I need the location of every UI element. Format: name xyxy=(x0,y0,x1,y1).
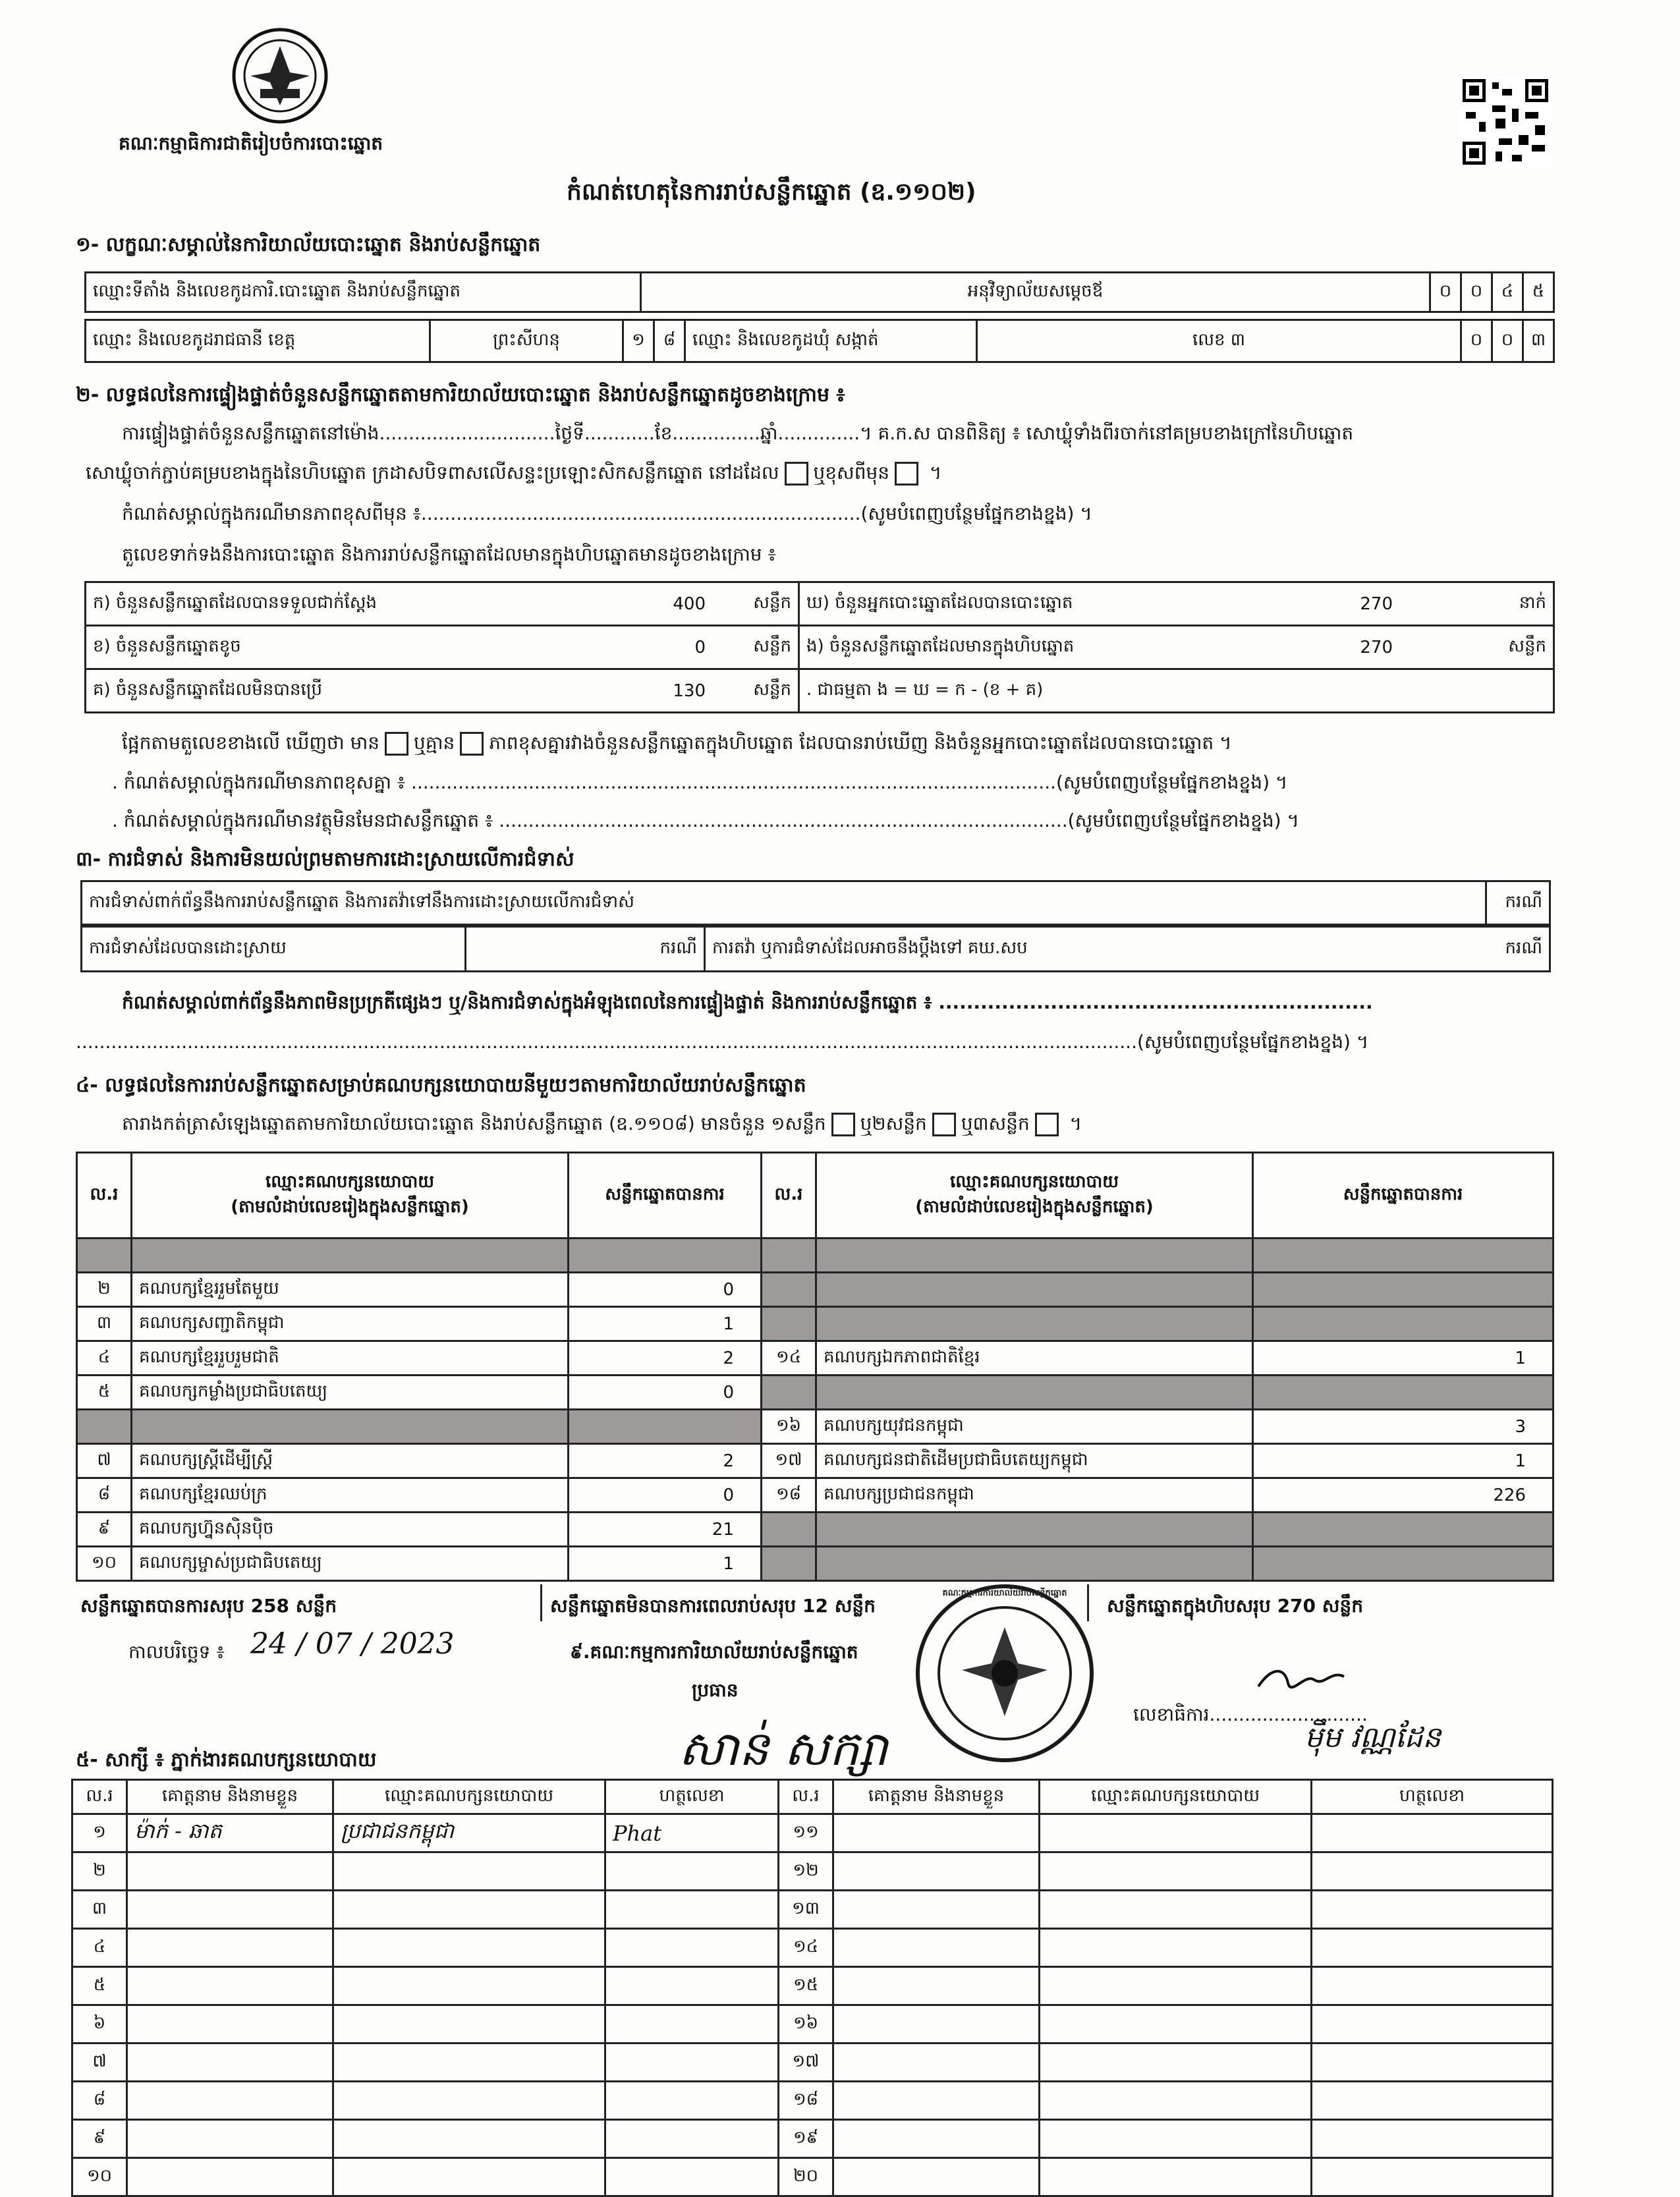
objection-resolution-table xyxy=(80,926,1551,972)
witness-row-name-left xyxy=(127,2158,333,2196)
party-row-no-right xyxy=(762,1238,816,1273)
witness-row xyxy=(72,1814,1553,1852)
col-party-header-line1: ឈ្មោះគណបក្សនយោបាយ xyxy=(266,1171,434,1192)
resolved-objections-label: ការជំទាស់ដែលបានដោះស្រាយ xyxy=(82,927,466,972)
party-row-no-right: ១៨ xyxy=(762,1478,816,1513)
witness-row-no-right: ១៥ xyxy=(779,1967,833,2005)
witness-row-name-left xyxy=(127,1891,333,1929)
party-row-no-right: ១៦ xyxy=(762,1410,816,1444)
witness-row-party-left xyxy=(333,2120,605,2158)
witness-row-party-right xyxy=(1040,1814,1312,1852)
party-row-votes-left: 0 xyxy=(569,1376,762,1410)
verification-line-2-text: សោឃ្លុំចាក់ភ្ជាប់គម្របខាងក្នុងនៃហិបឆ្នោត ក្រដាសបិទពាសលើសន្ទះប្រឡោះសិកសន្លឹកឆ្នោត នៅដដែល xyxy=(86,462,779,484)
party-row-name-right xyxy=(816,1547,1253,1581)
col-no-header-right: ល.រ xyxy=(762,1153,816,1238)
figures-intro-line: តួលេខទាក់ទងនឹងការបោះឆ្នោត និងការរាប់សន្លឹកឆ្នោតដែលមានក្នុងហិបឆ្នោតមានដូចខាងក្រោម ៖ xyxy=(122,543,776,565)
party-row-votes-left xyxy=(569,1410,762,1444)
party-row-name-right: គណបក្សយុវជនកម្ពុជា xyxy=(816,1410,1253,1444)
witness-row-no-right: ១១ xyxy=(779,1814,833,1852)
witness-row xyxy=(72,2005,1553,2044)
witness-row-no-left: ៦ xyxy=(72,2005,127,2044)
witness-col-sign-left: ហត្ថលេខា xyxy=(605,1780,779,1814)
party-row-votes-right xyxy=(1253,1376,1554,1410)
party-row-name-right xyxy=(816,1513,1253,1547)
witness-row-party-left xyxy=(333,1967,605,2005)
qr-code-icon xyxy=(1459,76,1552,168)
witness-row-party-right xyxy=(1040,1891,1312,1929)
party-row-votes-right xyxy=(1253,1513,1554,1547)
appeal-objections-unit: ករណី xyxy=(1180,927,1550,972)
form-title: កំណត់ហេតុនៃការរាប់សន្លឹកឆ្នោត (ឧ.១១០២) xyxy=(567,179,976,206)
party-row xyxy=(77,1410,1554,1444)
party-row-name-left xyxy=(132,1410,569,1444)
spoiled-ballots-label: ខ) ចំនួនសន្លឹកឆ្នោតខូច xyxy=(86,626,601,669)
witness-row-party-right xyxy=(1040,2005,1312,2044)
party-row-no-left: ៩ xyxy=(77,1513,132,1547)
official-stamp xyxy=(912,1581,1097,1766)
total-valid-ballots: សន្លឹកឆ្នោតបានការសរុប 258 សន្លឹក xyxy=(80,1595,337,1617)
commune-code-digit: ០ xyxy=(1492,320,1523,362)
foreign-object-note-line: . កំណត់សម្គាល់ក្នុងករណីមានវត្ថុមិនមែនជាសន្លឹកឆ្នោត ៖ .................................................................................................(សូមបំពេញបន្ថែមផ្នែកខាងខ្នង) ។ xyxy=(112,810,1299,831)
col-party-header-line2: (តាមលំដាប់លេខរៀងក្នុងសន្លឹកឆ្នោត) xyxy=(915,1196,1154,1217)
three-sheet-label: ឬ៣សន្លឹក xyxy=(961,1113,1030,1134)
party-row-votes-left: 0 xyxy=(569,1478,762,1513)
appeal-objections-label: ការតវ៉ា ឬការជំទាស់ដែលអាចនឹងប្តឹងទៅ គឃ.សប xyxy=(705,927,1181,972)
party-row-name-left: គណបក្សខ្មែររួបរួមជាតិ xyxy=(132,1341,569,1376)
witness-row-party-left xyxy=(333,2082,605,2120)
voters-label: ឃ) ចំនួនអ្នកបោះឆ្នោតដែលបានបោះឆ្នោត xyxy=(799,582,1288,626)
province-code-digit: ៨ xyxy=(654,320,685,362)
party-row-name-left: គណបក្សស្ត្រីដើម្បីស្ត្រី xyxy=(132,1444,569,1478)
witness-row-name-right xyxy=(833,1814,1040,1852)
witness-row-no-left: ៩ xyxy=(72,2120,127,2158)
col-party-header-line1: ឈ្មោះគណបក្សនយោបាយ xyxy=(950,1171,1119,1192)
party-results-table xyxy=(76,1152,1554,1582)
ballot-formula: . ជាធម្មតា ង = ឃ = ក - (ខ + គ) xyxy=(799,669,1554,713)
witness-row-name-left xyxy=(127,2082,333,2120)
witness-row-signature-left xyxy=(605,2158,779,2196)
resolved-objections-unit: ករណី xyxy=(466,927,705,972)
witness-row-party-left xyxy=(333,1929,605,1967)
witness-col-party-right: ឈ្មោះគណបក្សនយោបាយ xyxy=(1040,1780,1312,1814)
party-row xyxy=(77,1376,1554,1410)
witness-row-signature-left xyxy=(605,2005,779,2044)
witness-row-signature-right xyxy=(1312,1814,1553,1852)
secretary-signature-scribble xyxy=(1252,1660,1351,1700)
party-row-votes-left: 1 xyxy=(569,1547,762,1581)
changed-option-label: ឬខុសពីមុន xyxy=(813,462,890,484)
party-row-name-left: គណបក្សម្ចាស់ប្រជាធិបតេយ្យ xyxy=(132,1547,569,1581)
party-row-no-right xyxy=(762,1376,816,1410)
commune-code-digit: ៣ xyxy=(1523,320,1554,362)
witness-row-party-right xyxy=(1040,2120,1312,2158)
witness-row-no-right: ១២ xyxy=(779,1852,833,1891)
commune-label: ឈ្មោះ និងលេខកូដឃុំ សង្កាត់ xyxy=(685,320,977,362)
party-row-votes-right: 1 xyxy=(1253,1341,1554,1376)
vote-tally-sheet-line: តារាងកត់ត្រាសំឡេងឆ្នោតតាមការិយាល័យបោះឆ្នោត និងរាប់សន្លឹកឆ្នោត (ឧ.១១០៨) មានចំនួន ១សន្លឹក ឬ២សន្លឹក ឬ៣សន្លឹក ។ xyxy=(122,1112,1082,1139)
discrepancy-text-b: ឬគ្មាន xyxy=(414,732,455,754)
witness-row xyxy=(72,2082,1553,2120)
province-code-digit: ១ xyxy=(623,320,654,362)
witness-row-signature-left xyxy=(605,2120,779,2158)
party-row-name-right xyxy=(816,1307,1253,1341)
party-row-votes-left: 2 xyxy=(569,1444,762,1478)
witness-row xyxy=(72,1929,1553,1967)
party-row-no-right: ១៤ xyxy=(762,1341,816,1376)
witness-row-no-left: ៨ xyxy=(72,2082,127,2120)
location-table xyxy=(84,271,1555,313)
witness-row-no-right: ១៨ xyxy=(779,2082,833,2120)
party-row-no-left: ៤ xyxy=(77,1341,132,1376)
party-row-votes-right xyxy=(1253,1307,1554,1341)
witness-row-signature-left xyxy=(605,1852,779,1891)
witness-row xyxy=(72,2044,1553,2082)
party-row-votes-right xyxy=(1253,1273,1554,1307)
date-label: កាលបរិច្ឆេទ ៖ xyxy=(128,1641,225,1663)
three-sheet-checkbox[interactable] xyxy=(1035,1113,1059,1136)
witness-row-no-left: ១ xyxy=(72,1814,127,1852)
section-3-title: ៣- ការជំទាស់ និងការមិនយល់ព្រមតាមការដោះស្រាយលើការជំទាស់ xyxy=(76,848,574,871)
section-1-title: ១- លក្ខណៈសម្គាល់នៃការិយាល័យបោះឆ្នោត និងរាប់សន្លឹកឆ្នោត xyxy=(76,233,541,256)
province-value: ព្រះសីហនុ xyxy=(430,320,623,362)
col-party-header-line2: (តាមលំដាប់លេខរៀងក្នុងសន្លឹកឆ្នោត) xyxy=(231,1196,469,1217)
date-value: 24 / 07 / 2023 xyxy=(250,1627,455,1661)
witness-row-party-right xyxy=(1040,1852,1312,1891)
party-row-name-left: គណបក្សហ្វ៊ុនស៊ិនប៉ិច xyxy=(132,1513,569,1547)
witness-row-signature-right xyxy=(1312,2158,1553,2196)
discrepancy-line xyxy=(122,731,1232,758)
spoiled-ballots-unit: សន្លឹក xyxy=(712,626,799,669)
witness-row-name-right xyxy=(833,2120,1040,2158)
witness-row-party-right xyxy=(1040,1929,1312,1967)
party-row-no-left: ៣ xyxy=(77,1307,132,1341)
unused-ballots-value: 130 xyxy=(600,669,712,713)
witness-row-signature-right xyxy=(1312,1967,1553,2005)
witness-row-name-right xyxy=(833,1852,1040,1891)
party-row-no-left: ២ xyxy=(77,1273,132,1307)
counting-committee-label: ៩.គណៈកម្មការការិយាល័យរាប់សន្លឹកឆ្នោត xyxy=(570,1641,858,1663)
col-votes-header-right: សន្លឹកឆ្នោតបានការ xyxy=(1253,1153,1554,1238)
total-invalid-ballots: សន្លឹកឆ្នោតមិនបានការពេលរាប់សរុប 12 សន្លឹក xyxy=(550,1595,876,1617)
stamp-text: គណៈកម្មការការិយាល័យរាប់សន្លឹកឆ្នោត xyxy=(942,1588,1067,1598)
witness-row-name-left xyxy=(127,1967,333,2005)
secretary-signature: ម៉ឹម វណ្ណដែន xyxy=(1304,1721,1442,1754)
witness-table xyxy=(71,1779,1554,2197)
province-commune-table xyxy=(84,319,1555,363)
party-row-name-right: គណបក្សប្រជាជនកម្ពុជា xyxy=(816,1478,1253,1513)
witness-row-signature-right xyxy=(1312,1891,1553,1929)
received-ballots-label: ក) ចំនួនសន្លឹកឆ្នោតដែលបានទទួលជាក់ស្តែង xyxy=(86,582,601,626)
party-row-votes-left: 21 xyxy=(569,1513,762,1547)
location-code-digit: ៥ xyxy=(1523,273,1554,312)
party-row-no-right xyxy=(762,1513,816,1547)
witness-row-signature-left xyxy=(605,1967,779,2005)
witness-row-signature-left xyxy=(605,2044,779,2082)
party-row-name-left: គណបក្សខ្មែររួមតែមួយ xyxy=(132,1273,569,1307)
witness-row-name-left xyxy=(127,1929,333,1967)
party-row-name-left: គណបក្សសញ្ជាតិកម្ពុជា xyxy=(132,1307,569,1341)
discrepancy-text-c: ភាពខុសគ្នារវាងចំនួនសន្លឹកឆ្នោតក្នុងហិបឆ្នោត ដែលបានរាប់ឃើញ និងចំនួនអ្នកបោះឆ្នោតដែលបានបោះឆ្នោត ។ xyxy=(489,732,1232,754)
witness-row-no-left: ២ xyxy=(72,1852,127,1891)
ballot-figures-table xyxy=(84,581,1555,713)
location-code-digit: ៤ xyxy=(1492,273,1523,312)
witness-row-party-left xyxy=(333,2158,605,2196)
witness-row-name-left xyxy=(127,1852,333,1891)
total-ballots-in-box: សន្លឹកឆ្នោតក្នុងហិបសរុប 270 សន្លឹក xyxy=(1107,1595,1363,1617)
witness-row-signature-left: Phat xyxy=(605,1814,779,1852)
objection-row-1-unit: ករណី xyxy=(1486,881,1550,925)
party-row xyxy=(77,1478,1554,1513)
witness-row-party-left xyxy=(333,1891,605,1929)
location-label: ឈ្មោះទីតាំង និងលេខកូដការិ.បោះឆ្នោត និងរាប់សន្លឹកឆ្នោត xyxy=(86,273,641,312)
ballots-in-box-value: 270 xyxy=(1287,626,1399,669)
party-row xyxy=(77,1273,1554,1307)
discrepancy-yes-checkbox[interactable] xyxy=(385,732,408,756)
section-2-title: ២- លទ្ធផលនៃការផ្ទៀងផ្ទាត់ចំនួនសន្លឹកឆ្នោតតាមការិយាល័យបោះឆ្នោត និងរាប់សន្លឹកឆ្នោតដូចខាងក្រោម ៖ xyxy=(76,383,845,406)
witness-row-signature-right xyxy=(1312,2005,1553,2044)
ballots-in-box-label: ង) ចំនួនសន្លឹកឆ្នោតដែលមានក្នុងហិបឆ្នោត xyxy=(799,626,1288,669)
irregularity-note-continuation: .....................................................................................................................................................................................(សូមបំពេញបន្ថែមផ្នែកខាងខ្នង) ។ xyxy=(76,1031,1369,1053)
witness-row-no-right: ១៩ xyxy=(779,2120,833,2158)
witness-row-name-right xyxy=(833,2082,1040,2120)
party-row-votes-left: 1 xyxy=(569,1307,762,1341)
unchanged-checkbox[interactable] xyxy=(785,462,808,486)
witness-row-name-left xyxy=(127,2005,333,2044)
party-row xyxy=(77,1307,1554,1341)
location-code-digit: ០ xyxy=(1430,273,1461,312)
commune-value: លេខ ៣ xyxy=(977,320,1461,362)
witness-row-signature-right xyxy=(1312,1929,1553,1967)
section-4-title: ៤- លទ្ធផលនៃការរាប់សន្លឹកឆ្នោតសម្រាប់គណបក្សនយោបាយនីមួយៗតាមការិយាល័យរាប់សន្លឹកឆ្នោត xyxy=(76,1074,806,1097)
witness-row xyxy=(72,1891,1553,1929)
witness-row-party-left xyxy=(333,1852,605,1891)
witness-row-no-left: ១០ xyxy=(72,2158,127,2196)
witness-row-name-left xyxy=(127,2120,333,2158)
voters-unit: នាក់ xyxy=(1399,582,1554,626)
party-row-name-left: គណបក្សខ្មែរឈប់ក្រ xyxy=(132,1478,569,1513)
witness-row-name-right xyxy=(833,1929,1040,1967)
party-row-name-right xyxy=(816,1273,1253,1307)
witness-row-party-right xyxy=(1040,2044,1312,2082)
witness-row-no-right: ២០ xyxy=(779,2158,833,2196)
witness-row-name-left: ម៉ាក់ - ឆាត xyxy=(127,1814,333,1852)
party-row-name-right xyxy=(816,1238,1253,1273)
spoiled-ballots-value: 0 xyxy=(600,626,712,669)
discrepancy-text-a: ផ្អែកតាមតួលេខខាងលើ ឃើញថា មាន xyxy=(122,732,380,754)
witness-row-party-right xyxy=(1040,2082,1312,2120)
witness-row-name-right xyxy=(833,1967,1040,2005)
party-row xyxy=(77,1547,1554,1581)
party-row-votes-left xyxy=(569,1238,762,1273)
witness-row-no-left: ៥ xyxy=(72,1967,127,2005)
party-row-votes-left: 0 xyxy=(569,1273,762,1307)
witness-row-signature-right xyxy=(1312,1852,1553,1891)
unused-ballots-label: គ) ចំនួនសន្លឹកឆ្នោតដែលមិនបានប្រើ xyxy=(86,669,601,713)
witness-row-no-right: ១៦ xyxy=(779,2005,833,2044)
witness-row-signature-left xyxy=(605,2082,779,2120)
province-label: ឈ្មោះ និងលេខកូដរាជធានី ខេត្ត xyxy=(86,320,430,362)
witness-row-signature-left xyxy=(605,1929,779,1967)
party-row-name-right: គណបក្សឯកភាពជាតិខ្មែរ xyxy=(816,1341,1253,1376)
party-row-no-left: ៨ xyxy=(77,1478,132,1513)
party-row-name-left: គណបក្សកម្លាំងប្រជាធិបតេយ្យ xyxy=(132,1376,569,1410)
party-row-no-left: ៥ xyxy=(77,1376,132,1410)
objection-table xyxy=(80,880,1551,926)
party-row-no-left: ១០ xyxy=(77,1547,132,1581)
party-row xyxy=(77,1444,1554,1478)
unused-ballots-unit: សន្លឹក xyxy=(712,669,799,713)
witness-row-name-right xyxy=(833,2005,1040,2044)
witness-col-sign-right: ហត្ថលេខា xyxy=(1312,1780,1553,1814)
party-row-votes-right xyxy=(1253,1238,1554,1273)
objection-row-1-label: ការជំទាស់ពាក់ព័ន្ធនឹងការរាប់សន្លឹកឆ្នោត និងការតវ៉ាទៅនឹងការដោះស្រាយលើការជំទាស់ xyxy=(82,881,1486,925)
witness-col-name-left: គោត្តនាម និងនាមខ្លួន xyxy=(127,1780,333,1814)
witness-col-party-left: ឈ្មោះគណបក្សនយោបាយ xyxy=(333,1780,605,1814)
changed-checkbox[interactable] xyxy=(895,462,918,486)
witness-row-party-left: ប្រជាជនកម្ពុជា xyxy=(333,1814,605,1852)
party-row-no-right: ១៧ xyxy=(762,1444,816,1478)
verification-line-2: សោឃ្លុំចាក់ភ្ជាប់គម្របខាងក្នុងនៃហិបឆ្នោត ក្រដាសបិទពាសលើសន្ទះប្រឡោះសិកសន្លឹកឆ្នោត នៅដដែល ឬខុសពីមុន ។ xyxy=(86,461,941,488)
witness-row-signature-left xyxy=(605,1891,779,1929)
party-row-name-left xyxy=(132,1238,569,1273)
irregularity-note-line: កំណត់សម្គាល់ពាក់ព័ន្ធនឹងភាពមិនប្រក្រតីផ្សេងៗ ឬ/និងការជំទាស់ក្នុងអំឡុងពេលនៃការផ្ទៀងផ្ទាត់ និងការរាប់សន្លឹកឆ្នោត ៖ .............................................................. xyxy=(122,991,1373,1013)
discrepancy-note-line: . កំណត់សម្គាល់ក្នុងករណីមានភាពខុសគ្នា ៖ ..............................................................................................................(សូមបំពេញបន្ថែមផ្នែកខាងខ្នង) ។ xyxy=(112,771,1288,793)
witness-row-party-right xyxy=(1040,1967,1312,2005)
party-row xyxy=(77,1513,1554,1547)
witness-row-signature-right xyxy=(1312,2044,1553,2082)
col-party-header-left xyxy=(132,1153,569,1238)
verification-line-1: ការផ្ទៀងផ្ទាត់ចំនួនសន្លឹកឆ្នោតនៅម៉ោង..............................ថ្ងៃទី............ខែ...............ឆ្នាំ..............។ គ.ក.ស បានពិនិត្យ ៖ សោឃ្លុំទាំងពីរចាក់នៅគម្របខាងក្រៅនៃហិបឆ្នោត xyxy=(122,422,1354,444)
witness-row-party-left xyxy=(333,2005,605,2044)
witness-row-name-right xyxy=(833,2158,1040,2196)
witness-row-no-left: ៤ xyxy=(72,1929,127,1967)
witness-row-name-right xyxy=(833,2044,1040,2082)
vote-tally-sheet-text: តារាងកត់ត្រាសំឡេងឆ្នោតតាមការិយាល័យបោះឆ្នោត និងរាប់សន្លឹកឆ្នោត (ឧ.១១០៨) មានចំនួន ១សន្លឹក xyxy=(122,1113,826,1134)
discrepancy-no-checkbox[interactable] xyxy=(460,732,484,756)
witness-row-no-left: ៣ xyxy=(72,1891,127,1929)
chair-label: ប្រធាន xyxy=(692,1679,739,1701)
difference-note-line: កំណត់សម្គាល់ក្នុងករណីមានភាពខុសពីមុន ៖...........................................................................(សូមបំពេញបន្ថែមផ្នែកខាងខ្នង) ។ xyxy=(122,503,1092,524)
party-row-name-right: គណបក្សជនជាតិដើមប្រជាធិបតេយ្យកម្ពុជា xyxy=(816,1444,1253,1478)
witness-col-no-right: ល.រ xyxy=(779,1780,833,1814)
party-row-no-right xyxy=(762,1307,816,1341)
party-row-votes-right: 1 xyxy=(1253,1444,1554,1478)
witness-row xyxy=(72,2120,1553,2158)
secretary-label: លេខាធិការ........................... xyxy=(1133,1704,1368,1725)
witness-row-no-right: ១៧ xyxy=(779,2044,833,2082)
location-value: អនុវិទ្យាល័យសម្តេចឪ xyxy=(641,273,1430,312)
witness-row xyxy=(72,1967,1553,2005)
committee-name: គណៈកម្មាធិការជាតិរៀបចំការបោះឆ្នោត xyxy=(119,132,383,154)
witness-row-signature-right xyxy=(1312,2120,1553,2158)
witness-row-no-right: ១៤ xyxy=(779,1929,833,1967)
commune-code-digit: ០ xyxy=(1461,320,1492,362)
party-row-votes-left: 2 xyxy=(569,1341,762,1376)
location-code-digit: ០ xyxy=(1461,273,1492,312)
party-row-no-left xyxy=(77,1238,132,1273)
two-sheet-checkbox[interactable] xyxy=(932,1113,956,1136)
witness-row-no-left: ៧ xyxy=(72,2044,127,2082)
witness-col-no-left: ល.រ xyxy=(72,1780,127,1814)
one-sheet-checkbox[interactable] xyxy=(831,1113,855,1136)
party-row-no-right xyxy=(762,1273,816,1307)
witness-row-no-right: ១៣ xyxy=(779,1891,833,1929)
section-5-title: ៥- សាក្សី ៖ ភ្នាក់ងារគណបក្សនយោបាយ xyxy=(76,1748,377,1771)
col-votes-header-left: សន្លឹកឆ្នោតបានការ xyxy=(569,1153,762,1238)
ballots-in-box-unit: សន្លឹក xyxy=(1399,626,1554,669)
party-row xyxy=(77,1341,1554,1376)
witness-row-name-left xyxy=(127,2044,333,2082)
party-row-votes-right xyxy=(1253,1547,1554,1581)
party-row-no-left xyxy=(77,1410,132,1444)
witness-row-name-right xyxy=(833,1891,1040,1929)
witness-row xyxy=(72,1852,1553,1891)
witness-row-party-right xyxy=(1040,2158,1312,2196)
party-row xyxy=(77,1238,1554,1273)
witness-col-name-right: គោត្តនាម និងនាមខ្លួន xyxy=(833,1780,1040,1814)
party-row-votes-right: 3 xyxy=(1253,1410,1554,1444)
nec-logo xyxy=(231,26,329,125)
witness-row xyxy=(72,2158,1553,2196)
party-row-no-right xyxy=(762,1547,816,1581)
col-no-header-left: ល.រ xyxy=(77,1153,132,1238)
two-sheet-label: ឬ២សន្លឹក xyxy=(860,1113,927,1134)
party-row-no-left: ៧ xyxy=(77,1444,132,1478)
received-ballots-value: 400 xyxy=(600,582,712,626)
party-row-votes-right: 226 xyxy=(1253,1478,1554,1513)
party-row-name-right xyxy=(816,1376,1253,1410)
chair-signature: សាន់ សក្សា xyxy=(679,1721,888,1776)
received-ballots-unit: សន្លឹក xyxy=(712,582,799,626)
witness-row-party-left xyxy=(333,2044,605,2082)
voters-value: 270 xyxy=(1287,582,1399,626)
witness-row-signature-right xyxy=(1312,2082,1553,2120)
col-party-header-right xyxy=(816,1153,1253,1238)
